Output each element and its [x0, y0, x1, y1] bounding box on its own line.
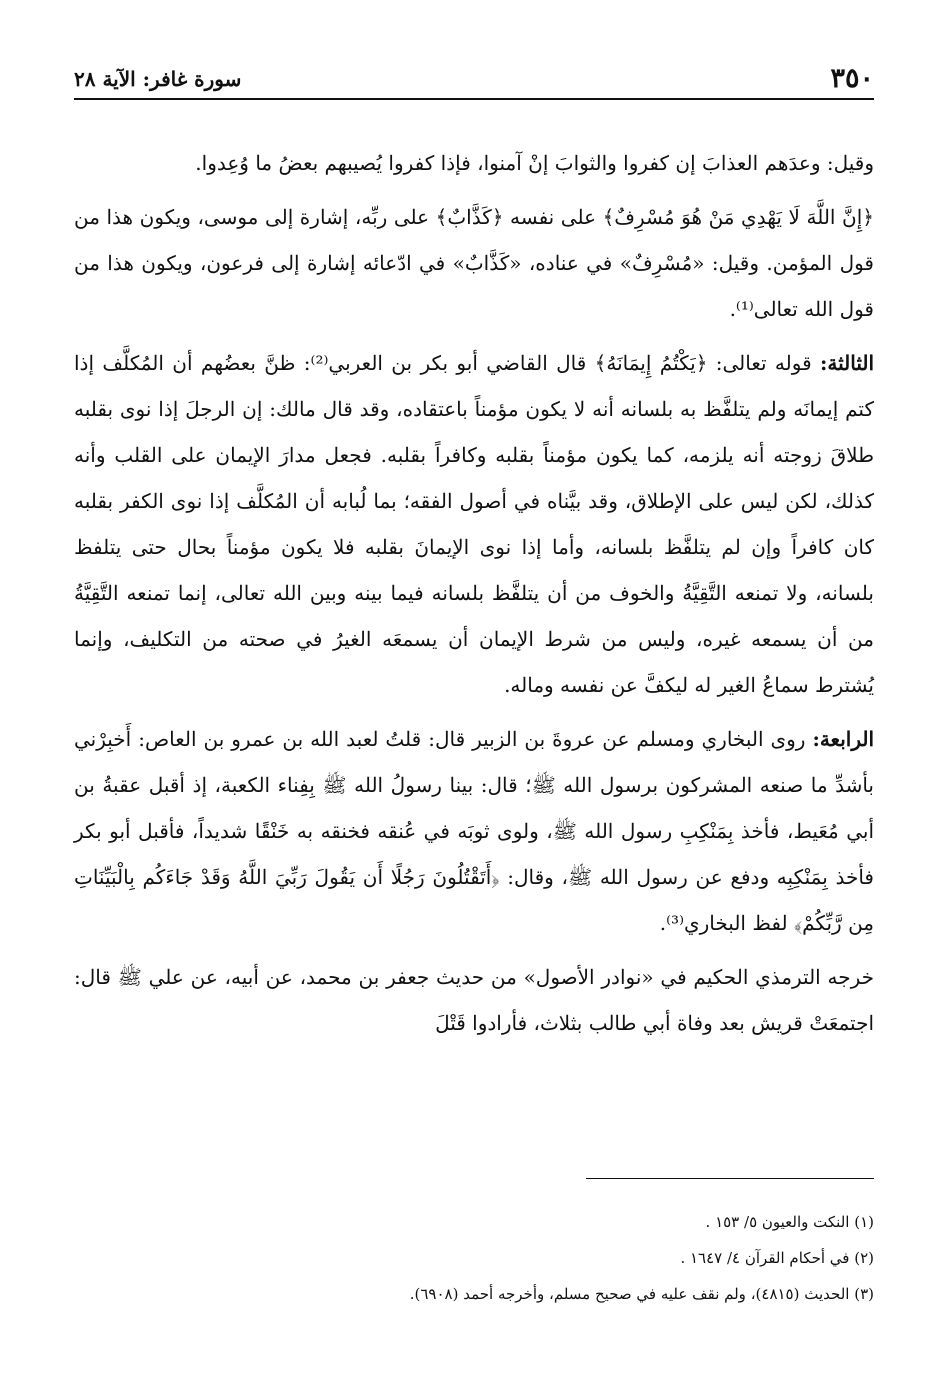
paragraph-2: [74, 194, 874, 332]
paragraph-lead: الثالثة:: [820, 351, 875, 375]
footnote-3: (٣) الحديث (٤٨١٥)، ولم نقف عليه في صحيح مسلم، وأخرجه أحمد (٦٩٠٨).: [409, 1285, 874, 1303]
paragraph-text: روى البخاري ومسلم عن عروةَ بن الزبير قال: قلتُ لعبد الله بن عمرو بن العاص: أَخبِرْني بأشدِّ ما صنعه المشركون برسول الله ﷺ؛ قال: بينا رسولُ الله ﷺ بِفِناء الكعبة، إذ أقبل عقبةُ بن أبي مُعَيط، فأخذ بِمَنْكِبِ رسول الله ﷺ، ولوى ثوبَه في عُنقه فخنقه به خَنْقًا شديداً، فأقبل أبو بكر فأخذ بِمَنْكِبِه ودفع عن رسول الله ﷺ، وقال: ﴿أَتَقْتُلُونَ رَجُلًا أَن يَقُولَ رَبِّيَ اللَّهُ وَقَدْ جَاءَكُم بِالْبَيِّنَاتِ مِن رَّبِّكُمْ﴾ لفظ البخاري⁽³⁾.: [74, 727, 874, 935]
running-title: سورة غافر: الآية ٢٨: [74, 67, 242, 91]
paragraph-text: وقيل: وعدَهم العذابَ إن كفروا والثوابَ إنْ آمنوا، فإذا كفروا يُصيبهم بعضُ ما وُعِدوا.: [195, 151, 874, 175]
footnote-rule: [586, 1178, 874, 1179]
paragraph-text: قوله تعالى: ﴿يَكْتُمُ إِيمَانَهُ﴾ قال القاضي أبو بكر بن العربي⁽²⁾: ظنَّ بعضُهم أن المُكلَّف إذا كتم إيمانَه ولم يتلفَّظ به بلسانه أنه لا يكون مؤمناً باعتقاده، وقد قال مالك: إن الرجلَ إذا نوى بقلبه طلاقَ زوجته أنه يلزمه، كما يكون مؤمناً بقلبه وكافراً بقلبه. فجعل مدارَ الإيمان على القلب وأنه كذلك، لكن ليس على الإطلاق، وقد بيَّناه في أصول الفقه؛ بما لُبابه أن المُكلَّف إذا نوى الكفر بقلبه كان كافراً وإن لم يتلفَّظ بلسانه، وأما إذا نوى الإيمانَ بقلبه فلا يكون مؤمناً بحال حتى يتلفظ بلسانه، ولا تمنعه التَّقِيَّةُ والخوف من أن يتلفَّظ بلسانه فيما بينه وبين الله تعالى، إنما تمنعه التَّقِيَّةُ من أن يسمعه غيره، وليس من شرط الإيمان أن يسمعَه الغيرُ في صحته من التكليف، وإنما يُشترط سماعُ الغير له ليكفَّ عن نفسه وماله.: [74, 351, 874, 697]
paragraph-text: ﴿إِنَّ اللَّهَ لَا يَهْدِي مَنْ هُوَ مُسْرِفٌ﴾ على نفسه ﴿كَذَّابٌ﴾ على ربِّه، إشارة إلى موسى، ويكون هذا من قول المؤمن. وقيل: «مُسْرِفٌ» في عناده، «كَذَّابٌ» في ادّعائه إشارة إلى فرعون، ويكون هذا من قول الله تعالى⁽¹⁾.: [74, 205, 874, 321]
paragraph-lead: الرابعة:: [812, 727, 874, 751]
paragraph-text: خرجه الترمذي الحكيم في «نوادر الأصول» من حديث جعفر بن محمد، عن أبيه، عن علي ﷺ قال: اجتمعَتْ قريش بعد وفاة أبي طالب بثلاث، فأرادوا قَتْلَ: [74, 965, 874, 1035]
page-number: ٣٥٠: [830, 63, 874, 94]
header-rule: [74, 98, 874, 100]
paragraph-1: [74, 140, 874, 186]
footnote-1: (١) النكت والعيون ٥/ ١٥٣ .: [705, 1213, 874, 1231]
paragraph-5: [74, 954, 874, 1046]
paragraph-4: [74, 716, 874, 946]
page-header: [74, 62, 874, 96]
main-text: [74, 140, 874, 1054]
paragraph-3: [74, 340, 874, 708]
footnotes: [74, 1204, 874, 1312]
footnote-2: (٢) في أحكام القرآن ٤/ ١٦٤٧ .: [680, 1249, 874, 1267]
